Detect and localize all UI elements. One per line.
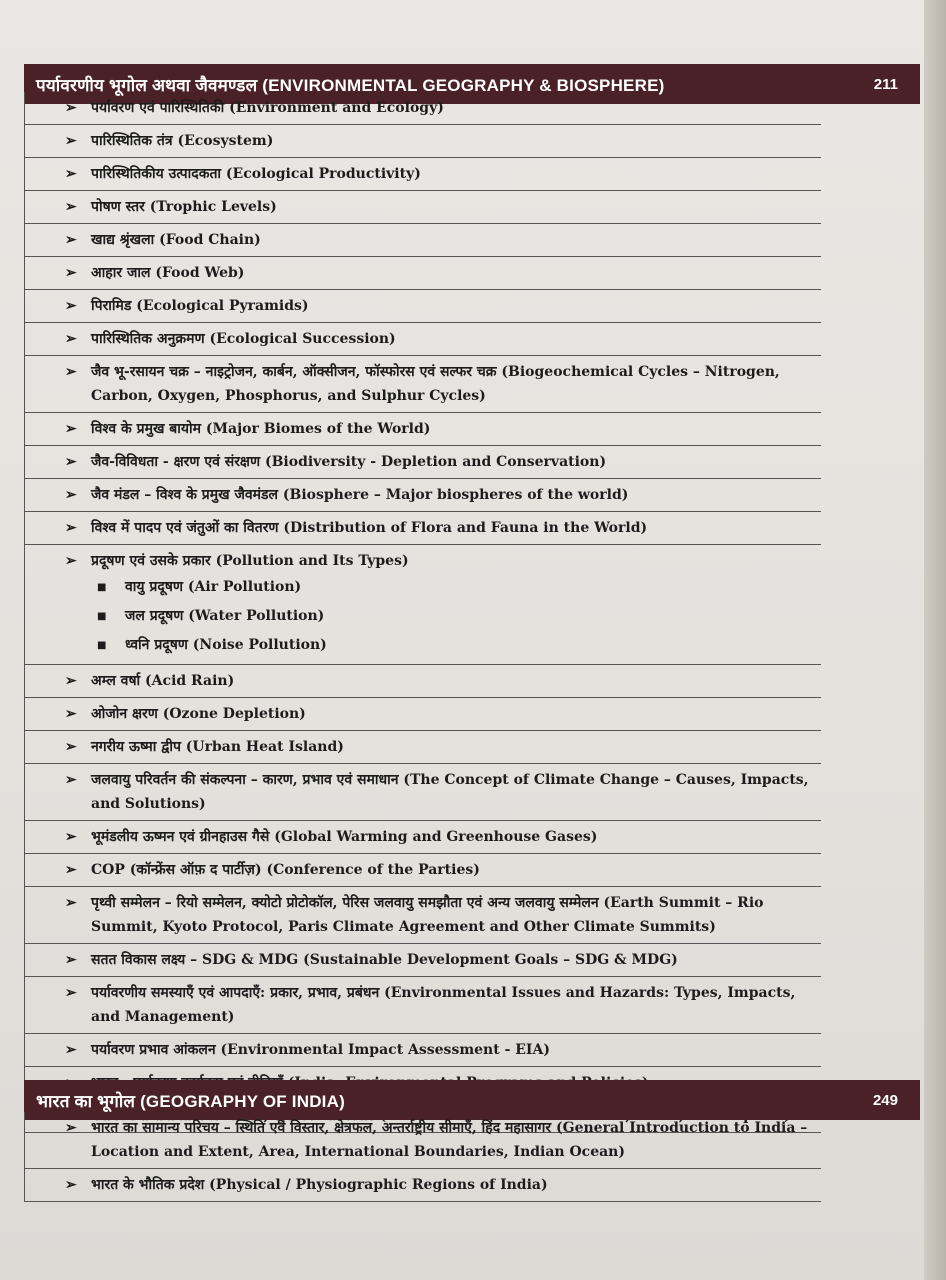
arrowhead-icon: ➢ xyxy=(65,1177,77,1193)
toc-subentry-text: वायु प्रदूषण (Air Pollution) xyxy=(125,579,302,595)
arrowhead-icon: ➢ xyxy=(65,199,77,215)
toc-entry xyxy=(25,977,821,1034)
arrowhead-icon: ➢ xyxy=(65,1042,77,1058)
toc-entry-text: जलवायु परिवर्तन की संकल्पना – कारण, प्रभाव एवं समाधान (The Concept of Climate Change – Causes, Impacts, and Solutions) xyxy=(91,772,809,812)
toc-subentry xyxy=(65,573,817,602)
arrowhead-icon: ➢ xyxy=(65,739,77,755)
toc-entry xyxy=(25,257,821,290)
toc-environmental-geography xyxy=(24,92,821,1133)
toc-subentry-text: जल प्रदूषण (Water Pollution) xyxy=(125,608,325,624)
arrowhead-icon: ➢ xyxy=(65,829,77,845)
toc-entry xyxy=(25,512,821,545)
toc-entry xyxy=(25,764,821,821)
toc-entry-text: पर्यावरण प्रभाव आंकलन (Environmental Impact Assessment - EIA) xyxy=(91,1042,550,1058)
toc-entry-text: पर्यावरण एवं पारिस्थितिकी (Environment and Ecology) xyxy=(91,100,444,116)
square-bullet-icon: ■ xyxy=(97,640,107,651)
toc-entry xyxy=(25,446,821,479)
toc-entry-text: नगरीय ऊष्मा द्वीप (Urban Heat Island) xyxy=(91,739,344,755)
toc-entry-text: पिरामिड (Ecological Pyramids) xyxy=(91,298,309,314)
arrowhead-icon: ➢ xyxy=(65,331,77,347)
arrowhead-icon: ➢ xyxy=(65,298,77,314)
toc-entry-text: आहार जाल (Food Web) xyxy=(91,265,245,281)
toc-entry xyxy=(25,356,821,413)
toc-entry xyxy=(25,665,821,698)
arrowhead-icon: ➢ xyxy=(65,166,77,182)
section-title: भारत का भूगोल (GEOGRAPHY OF INDIA) xyxy=(36,1091,345,1111)
toc-entry xyxy=(25,92,821,125)
toc-geography-of-india xyxy=(24,1112,821,1202)
arrowhead-icon: ➢ xyxy=(65,952,77,968)
toc-entry xyxy=(25,1034,821,1067)
arrowhead-icon: ➢ xyxy=(65,706,77,722)
toc-entry xyxy=(25,191,821,224)
arrowhead-icon: ➢ xyxy=(65,364,77,380)
toc-entry xyxy=(25,887,821,944)
toc-entry-text: COP (कॉन्फ्रेंस ऑफ़ द पार्टीज़) (Conference of the Parties) xyxy=(91,862,480,878)
section-title: पर्यावरणीय भूगोल अथवा जैवमण्डल (ENVIRONMENTAL GEOGRAPHY & BIOSPHERE) xyxy=(36,75,665,95)
arrowhead-icon: ➢ xyxy=(65,265,77,281)
arrowhead-icon: ➢ xyxy=(65,454,77,470)
arrowhead-icon: ➢ xyxy=(65,862,77,878)
arrowhead-icon: ➢ xyxy=(65,772,77,788)
arrowhead-icon: ➢ xyxy=(65,520,77,536)
toc-entry xyxy=(25,821,821,854)
toc-entry-text: भूमंडलीय ऊष्मन एवं ग्रीनहाउस गैसे (Global Warming and Greenhouse Gases) xyxy=(91,829,598,845)
arrowhead-icon: ➢ xyxy=(65,133,77,149)
section-page-number: 249 xyxy=(872,1091,898,1109)
toc-subentry-text: ध्वनि प्रदूषण (Noise Pollution) xyxy=(125,637,327,653)
arrowhead-icon: ➢ xyxy=(65,100,77,116)
toc-entry xyxy=(25,125,821,158)
toc-entry-text: पारिस्थितिकीय उत्पादकता (Ecological Productivity) xyxy=(91,166,421,182)
section-page-number: 211 xyxy=(873,75,898,93)
toc-entry xyxy=(25,1169,821,1202)
toc-entry-text: खाद्य श्रृंखला (Food Chain) xyxy=(91,232,261,248)
arrowhead-icon: ➢ xyxy=(65,232,77,248)
arrowhead-icon: ➢ xyxy=(65,1120,77,1136)
toc-entry xyxy=(25,323,821,356)
toc-subentry xyxy=(65,631,817,660)
arrowhead-icon: ➢ xyxy=(65,487,77,503)
toc-entry-text: जैव भू-रसायन चक्र – नाइट्रोजन, कार्बन, ऑक्सीजन, फॉस्फोरस एवं सल्फर चक्र (Biogeochemical Cycles – Nitrogen, Carbon, Oxygen, Phosphorus, and Sulphur Cycles) xyxy=(91,364,780,404)
toc-entry xyxy=(25,698,821,731)
toc-entry-text: विश्व के प्रमुख बायोम (Major Biomes of the World) xyxy=(91,421,431,437)
arrowhead-icon: ➢ xyxy=(65,985,77,1001)
toc-entry-text: पोषण स्तर (Trophic Levels) xyxy=(91,199,277,215)
toc-entry xyxy=(25,224,821,257)
toc-entry-text: जैव-विविधता - क्षरण एवं संरक्षण (Biodiversity - Depletion and Conservation) xyxy=(91,454,607,470)
toc-entry-text: प्रदूषण एवं उसके प्रकार (Pollution and Its Types) xyxy=(91,553,409,569)
toc-entry-text: अम्ल वर्षा (Acid Rain) xyxy=(91,673,235,689)
toc-entry xyxy=(25,413,821,446)
toc-entry xyxy=(25,479,821,512)
toc-entry-text: सतत विकास लक्ष्य – SDG & MDG (Sustainable Development Goals – SDG & MDG) xyxy=(91,952,678,968)
toc-entry-text: पारिस्थितिक तंत्र (Ecosystem) xyxy=(91,133,274,149)
toc-entry xyxy=(25,158,821,191)
toc-entry xyxy=(25,854,821,887)
arrowhead-icon: ➢ xyxy=(65,895,77,911)
square-bullet-icon: ■ xyxy=(97,582,107,593)
toc-entry xyxy=(25,731,821,764)
toc-entry-text: भारत के भौतिक प्रदेश (Physical / Physiographic Regions of India) xyxy=(91,1177,548,1193)
toc-entry xyxy=(25,1112,821,1169)
toc-entry-text: विश्व में पादप एवं जंतुओं का वितरण (Distribution of Flora and Fauna in the World) xyxy=(91,520,648,536)
toc-entry-text: ओजोन क्षरण (Ozone Depletion) xyxy=(91,706,306,722)
toc-entry-text: पृथ्वी सम्मेलन – रियो सम्मेलन, क्योटो प्रोटोकॉल, पेरिस जलवायु समझौता एवं अन्य जलवायु सम्मेलन (Earth Summit – Rio Summit, Kyoto Protocol, Paris Climate Agreement and Other Climate Summits) xyxy=(91,895,764,935)
square-bullet-icon: ■ xyxy=(97,611,107,622)
arrowhead-icon: ➢ xyxy=(65,421,77,437)
toc-entry-text: भारत का सामान्य परिचय – स्थिति एवं विस्तार, क्षेत्रफल, अन्तर्राष्ट्रीय सीमाएँ, हिंद महासागर (General Introduction to India – Location and Extent, Area, International Boundaries, Indian Ocean) xyxy=(91,1120,808,1160)
toc-entry-text: पर्यावरणीय समस्याएँ एवं आपदाएँ: प्रकार, प्रभाव, प्रबंधन (Environmental Issues and Hazards: Types, Impacts, and Management) xyxy=(91,985,796,1025)
toc-entry-pollution xyxy=(25,545,821,665)
toc-entry xyxy=(25,944,821,977)
toc-entry-text: पारिस्थितिक अनुक्रमण (Ecological Succession) xyxy=(91,331,396,347)
toc-subentry xyxy=(65,602,817,631)
arrowhead-icon: ➢ xyxy=(65,673,77,689)
page-edge xyxy=(924,0,946,1280)
arrowhead-icon: ➢ xyxy=(65,553,77,569)
toc-entry xyxy=(25,290,821,323)
toc-entry-text: जैव मंडल – विश्व के प्रमुख जैवमंडल (Biosphere – Major biospheres of the world) xyxy=(91,487,629,503)
